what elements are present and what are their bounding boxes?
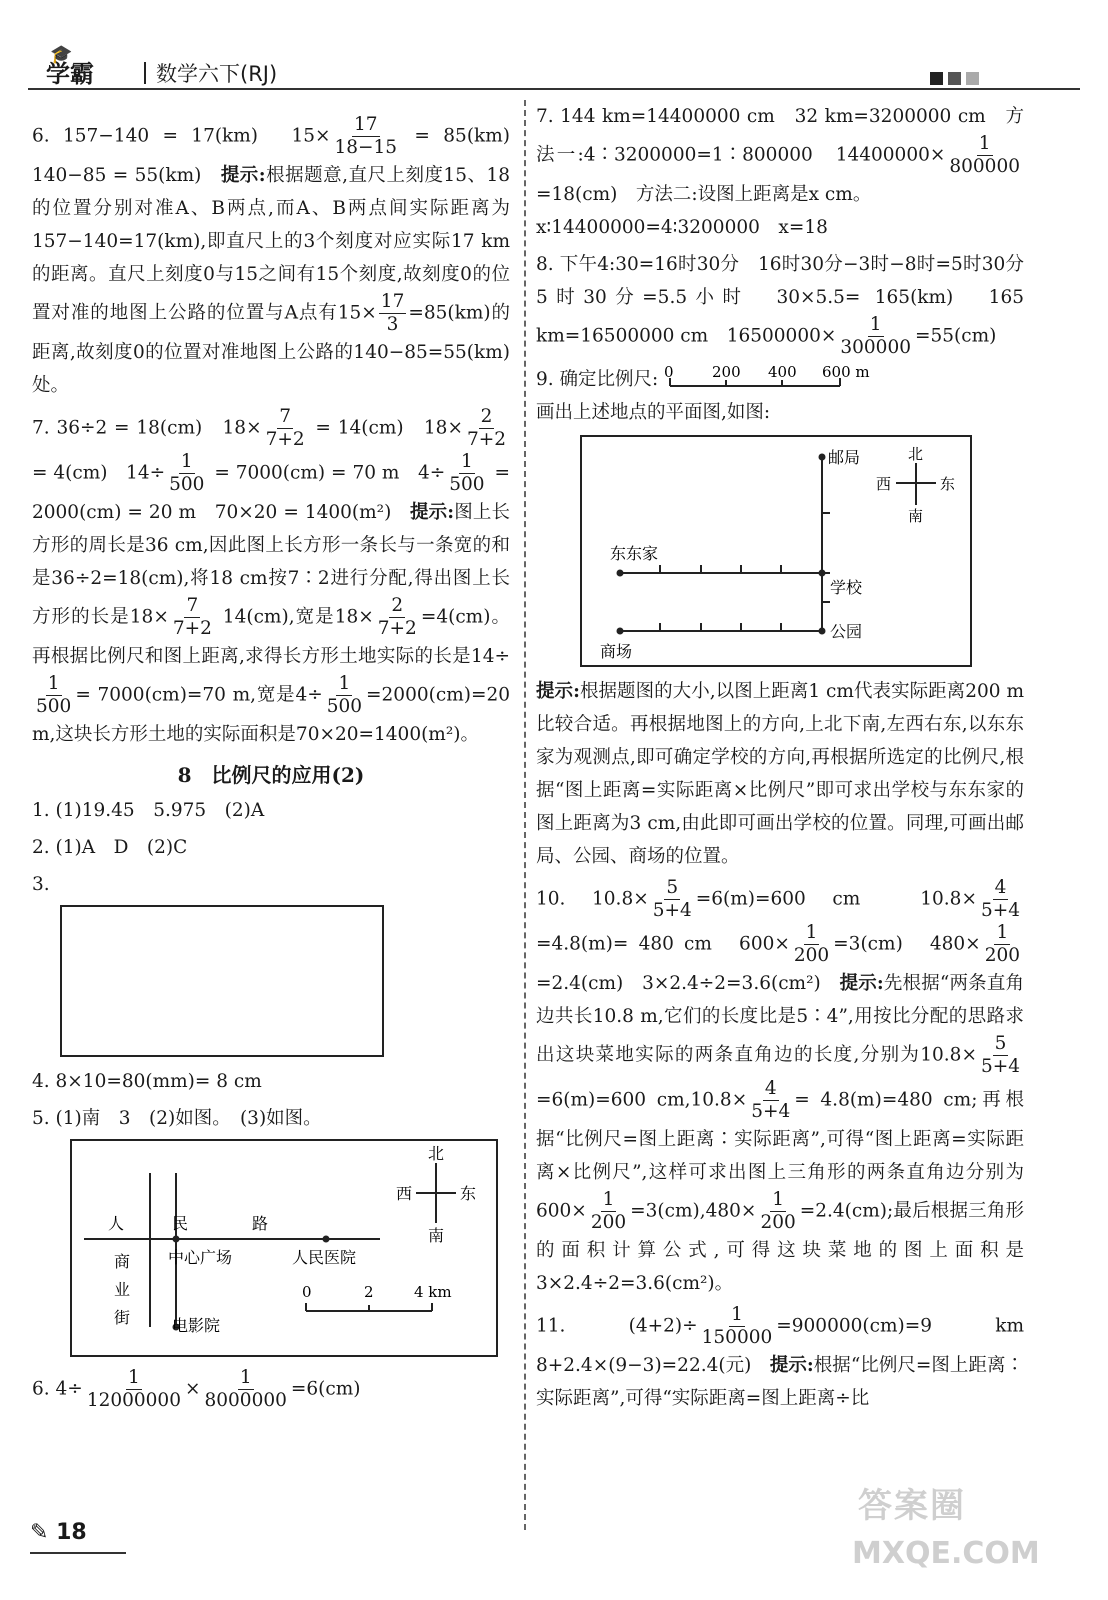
svg-text:0: 0 xyxy=(664,366,674,381)
svg-text:4 km: 4 km xyxy=(414,1283,452,1301)
answer-r8: 8. 下午4:30=16时30分 16时30分−3时−8时=5时30分 5时30分=5.5小时 30×5.5= 165(km) 165 km=16500000 cm 16500000× $\frac{1}{300000}$ =55(cm) xyxy=(536,254,1043,358)
answer-7: 7. 36÷2 = 18(cm) 18× $\frac{7}{7+2}$ = 14(cm) 18× $\frac{2}{7+2}$ = 4(cm) 14÷ $\frac{1}{500}$ = 7000(cm) = 70 m 4÷ $\frac{1}{500}$ = 2000(cm) = 20 m 70×20 = 1400(m²) 提示:图上长方形的周长是36 cm,因此图上长方形一条长与一条宽的和是36÷2=18(cm),将18 cm按7∶2进行分配,得出图上长方形的长是18× $\frac{7}{7+2}$ 14(cm),宽是18× $\frac{2}{7+2}$ =4(cm)。再根据比例尺和图上距离,求得长方形土地实际的长是14÷ $\frac{1}{500}$ = 7000(cm)=70 m,宽是4÷ $\frac{1}{500}$ =2000(cm)=20 m,这块长方形土地的实际面积是70×20=1400(m²)。 xyxy=(32,406,510,745)
watermark-logo: 答案圈 xyxy=(858,1486,966,1526)
answer-r9: 9. 确定比例尺: 0 200 400 600 m 画出上述地点的平面图,如图: xyxy=(536,363,1024,429)
divider xyxy=(144,62,146,84)
svg-text:公园: 公园 xyxy=(830,622,863,641)
svg-text:0: 0 xyxy=(302,1283,312,1301)
answer-1: 1. (1)19.45 5.975 (2)A xyxy=(32,800,265,821)
svg-text:人民医院: 人民医院 xyxy=(292,1248,357,1267)
svg-text:南: 南 xyxy=(908,507,924,525)
answer-5: 5. (1)南 3 (2)如图。 (3)如图。 xyxy=(32,1108,322,1129)
hint-9: 提示:根据题图的大小,以图上距离1 cm代表实际距离200 m比较合适。再根据地图上的方向,上北下南,左西右东,以东东家为观测点,即可确定学校的方向,再根据所选定的比例尺,根据“图上距离=实际距离×比例尺”即可求出学校与东东家的图上距离为3 cm,由此即可画出学校的位置。同理,可画出邮局、公园、商场的位置。 xyxy=(536,681,1024,867)
svg-text:2: 2 xyxy=(364,1283,374,1301)
svg-text:东东家: 东东家 xyxy=(610,544,659,563)
answer-6: 6. 157−140 = 17(km) 15× $\frac{17}{18-15}$ = 85(km) 140−85 = 55(km) 提示:根据题意,直尺上刻度15、18的位置分别对准A、B两点,而A、B两点间实际距离为157−140=17(km),即直尺上的3个刻度对应实际17 km的距离。直尺上刻度0与15之间有15个刻度,故刻度0的位置对准的地图上公路的位置与A点有15× $\frac{17}{3}$ =85(km)的距离,故刻度0的位置对准地图上公路的140−85=55(km)处。 xyxy=(32,114,529,396)
svg-text:业: 业 xyxy=(114,1280,131,1299)
section-title: 8 比例尺的应用(2) xyxy=(177,763,365,787)
column-separator xyxy=(524,100,526,1530)
pencil-icon: ✎ xyxy=(30,1520,49,1545)
square-icon xyxy=(930,72,943,85)
answer-4: 4. 8×10=80(mm)= 8 cm xyxy=(32,1071,262,1092)
header-rule xyxy=(28,88,1080,90)
svg-text:商: 商 xyxy=(114,1252,131,1271)
watermark-url: MXQE.COM xyxy=(852,1536,1040,1571)
svg-text:西: 西 xyxy=(876,475,892,493)
svg-text:南: 南 xyxy=(428,1226,445,1245)
square-icon xyxy=(948,72,961,85)
plan-map-figure xyxy=(580,435,972,667)
answer-r11: 11. (4+2)÷ $\frac{1}{150000}$ =900000(cm)=9 km 8+2.4×(9−3)=22.4(元) 提示:根据“比例尺=图上距离∶实际距离”,可得“实际距离=图上距离÷比 xyxy=(536,1304,1043,1409)
svg-text:400: 400 xyxy=(768,366,797,381)
svg-text:电影院: 电影院 xyxy=(172,1316,221,1335)
svg-text:中心广场: 中心广场 xyxy=(168,1248,233,1267)
scale-bar xyxy=(664,366,874,394)
page-header xyxy=(28,40,1080,90)
svg-text:西: 西 xyxy=(396,1184,413,1203)
svg-text:北: 北 xyxy=(908,445,924,463)
square-icon xyxy=(966,72,979,85)
book-title: 数学六下(RJ) xyxy=(156,62,278,86)
right-column xyxy=(536,100,1043,1419)
answer-6b: 6. 4÷ $\frac{1}{12000000}$ × $\frac{1}{8000000}$ =6(cm) xyxy=(32,1367,361,1411)
footer-rule xyxy=(30,1552,126,1554)
page-number: ✎ 18 xyxy=(30,1520,87,1545)
answer-3-rectangle xyxy=(60,905,384,1057)
answer-r10: 10. 10.8× $\frac{5}{5+4}$ =6(m)=600 cm 10.8× $\frac{4}{5+4}$ =4.8(m)= 480 cm 600× $\frac{1}{200}$ =3(cm) 480× $\frac{1}{200}$ =2.4(cm) 3×2.4÷2=3.6(cm²) 提示:先根据“两条直角边共长10.8 m,它们的长度比是5∶4”,用按比分配的思路求出这块菜地实际的两条直角边的长度,分别为10.8× $\frac{5}{5+4}$ =6(m)=600 cm,10.8× $\frac{4}{5+4}$ = 4.8(m)=480 cm;再根据“比例尺=图上距离∶实际距离”,可得“图上距离=实际距离×比例尺”,这样可求出图上三角形的两条直角边分别为600× $\frac{1}{200}$ =3(cm),480× $\frac{1}{200}$ =2.4(cm);最后根据三角形的面积计算公式,可得这块菜地的图上面积是3×2.4÷2=3.6(cm²)。 xyxy=(536,877,1024,1294)
street-map-figure xyxy=(70,1139,500,1359)
svg-text:北: 北 xyxy=(428,1144,445,1163)
svg-text:东: 东 xyxy=(940,475,956,493)
svg-text:东: 东 xyxy=(460,1184,477,1203)
left-column xyxy=(32,114,529,1416)
answer-r7: 7. 144 km=14400000 cm 32 km=3200000 cm 方法一:4∶3200000=1∶800000 14400000× $\frac{1}{800000}$ =18(cm) 方法二:设图上距离是x cm。 x∶14400000=4∶3200000 x=18 xyxy=(536,106,1024,238)
svg-text:邮局: 邮局 xyxy=(828,448,861,467)
graduation-cap-icon: 🎓 xyxy=(50,44,73,65)
brand-logo: 学霸 xyxy=(46,60,94,88)
answer-2: 2. (1)A D (2)C xyxy=(32,837,188,858)
svg-text:200: 200 xyxy=(712,366,741,381)
svg-text:商场: 商场 xyxy=(600,642,633,661)
svg-text:600 m: 600 m xyxy=(822,366,870,381)
svg-text:学校: 学校 xyxy=(830,578,863,597)
svg-text:街: 街 xyxy=(114,1308,131,1327)
svg-text:人 民 路: 人 民 路 xyxy=(108,1214,269,1233)
answer-3: 3. xyxy=(32,874,50,895)
